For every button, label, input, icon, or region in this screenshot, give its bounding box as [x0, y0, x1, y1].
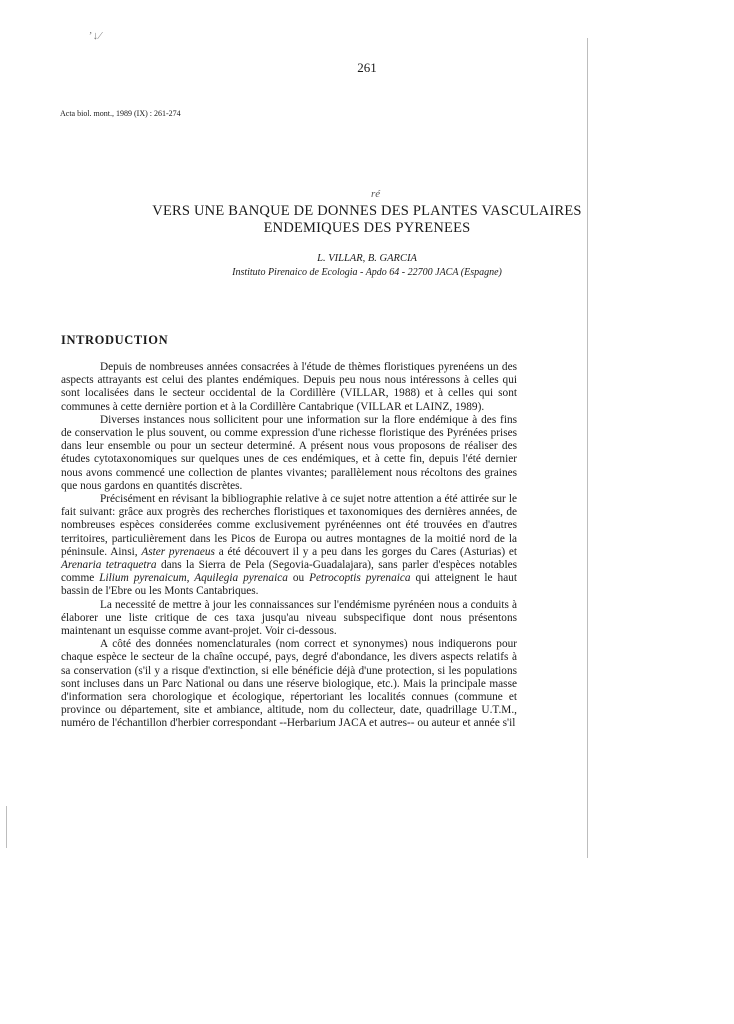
paragraph: Depuis de nombreuses années consacrées à l'étude de thèmes floristiques pyrenéens un des aspects attrayants est celui des plantes endémiques. Depuis peu nous nous intéressons à celles qui sont localisées dans le secteur occidental de la Cordillère (VILLAR, 1988) et à celles qui sont communes à cette dernière portion et à la Cordillère Cantabrique (VILLAR et LAINZ, 1989).: [61, 361, 517, 413]
section-heading: INTRODUCTION: [61, 333, 169, 347]
paragraph-text: Précisément en révisant la bibliographie relative à ce sujet notre attention a été attirée sur le fait suivant: grâce aux progrès des recherches floristiques et taxonomiques des dernières années, de nombreuses espèces considerées comme exclusivement pyrénéennes ont été trouvées en d'autres territoires, particulièrement dans les Picos de Europa ou autres montagnes de la moitié nord de la péninsule. Ainsi,: [61, 493, 517, 558]
species-name: Lilium pyrenaicum, Aquilegia pyrenaica: [99, 572, 288, 585]
paragraph-text: qui atteignent le haut bassin de l'Ebre ou les Monts Cantabriques.: [61, 572, 517, 598]
paragraph: La necessité de mettre à jour les connaissances sur l'endémisme pyrénéen nous a conduits à élaborer une liste critique de ces taxa jusqu'au niveau subspecifique dont nous présentons maintenant un esquisse comme avant-projet. Voir ci-dessous.: [61, 598, 517, 638]
scan-edge-line: [587, 38, 588, 858]
species-name: Aster pyrenaeus: [141, 545, 215, 558]
body-text: [61, 361, 517, 731]
paragraph: [61, 493, 517, 599]
scan-edge-line-left: [6, 806, 7, 848]
paragraph: A côté des données nomenclaturales (nom correct et synonymes) nous indiquerons pour chaque espèce le secteur de la chaîne occupé, pays, degré d'abondance, les divers aspects relatifs à sa conservation (s'il y a risque d'extinction, si elle bénéficie déjà d'une protection, si les populations sont incluses dans un Parc National ou dans une réserve biologique, etc.). Mais la principale masse d'information sera chorologique et écologique, répertoriant les localités connues (commune et province ou département, site et ambiance, altitude, nom du collecteur, date, quadrillage U.T.M., numéro de l'échantillon d'herbier correspondant --Herbarium JACA et autres-- ou auteur et année s'il: [61, 638, 517, 730]
paragraph-text: ou: [287, 572, 310, 585]
paragraph-text: a été découvert il y a peu dans les gorges du Cares (Asturias) et: [214, 545, 517, 558]
journal-reference: Acta biol. mont., 1989 (IX) : 261-274: [60, 109, 181, 118]
title-line-2: ENDEMIQUES DES PYRENEES: [263, 220, 471, 236]
institute: Instituto Pirenaico de Ecologia - Apdo 64 - 22700 JACA (Espagne): [232, 267, 502, 278]
page-number: 261: [357, 60, 377, 75]
title-line-1: VERS UNE BANQUE DE DONNES DES PLANTES VASCULAIRES: [152, 203, 582, 219]
paragraph-text: dans la Sierra de Pela (Segovia-Guadalajara), sans parler d'espèces notables comme: [61, 559, 517, 585]
species-name: Arenaria tetraquetra: [61, 559, 157, 572]
paper-title: [0, 203, 734, 237]
authors: L. VILLAR, B. GARCIA: [317, 253, 417, 264]
species-name: Petrocoptis pyrenaica: [309, 572, 411, 585]
handwritten-annotation: ré: [371, 188, 381, 200]
handwritten-mark: ’↓⁄: [88, 30, 102, 42]
paragraph: Diverses instances nous sollicitent pour une information sur la flore endémique à des fins de conservation le plus souvent, ou comme expression d'une richesse floristique des Pyrénées prises dans leur ensemble ou pour un secteur determiné. A présent nous vous proposons de réaliser des études cytotaxonomiques sur quelques unes de ces endémiques, et à cette fin, depuis l'été dernier nous avons commencé une collection de plantes vivantes; parallèlement nous récoltons des graines que nous gardons en quantités discrètes.: [61, 413, 517, 492]
